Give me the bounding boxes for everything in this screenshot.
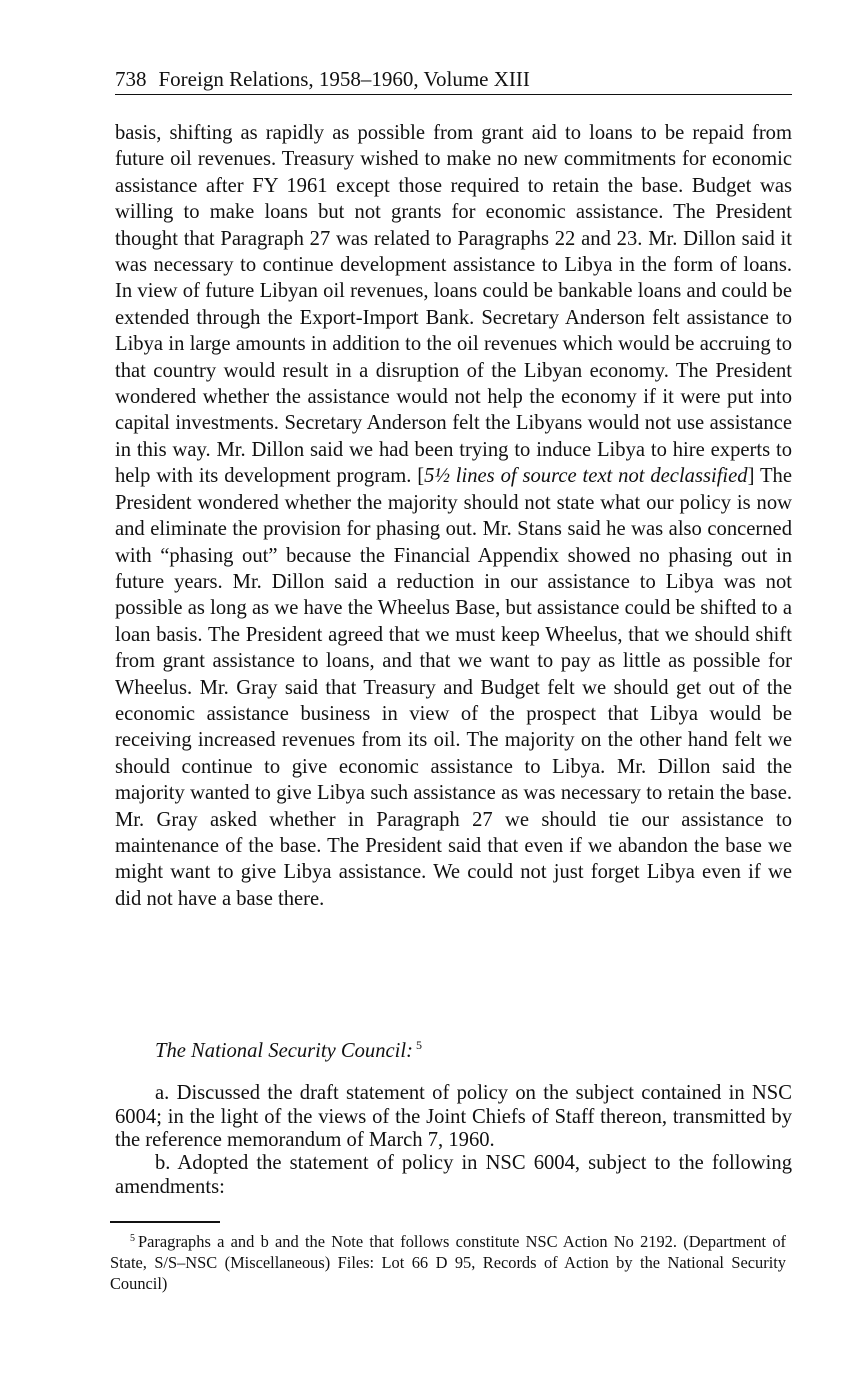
footnote-rule bbox=[110, 1221, 220, 1223]
page-number: 738 bbox=[115, 67, 147, 91]
footnote bbox=[110, 1231, 786, 1294]
nsc-heading bbox=[155, 1038, 422, 1064]
header-rule bbox=[115, 94, 792, 95]
running-title: Foreign Relations, 1958–1960, Volume XIII bbox=[158, 67, 530, 91]
action-a: a. Discussed the draft statement of policy on the subject contained in NSC 6004; in the light of the views of the Joint Chiefs of Staff thereon, transmitted by the reference memorandum of March 7, 1960. bbox=[115, 1082, 792, 1151]
running-header bbox=[115, 66, 792, 92]
footnote-reference: 5 bbox=[415, 1038, 422, 1052]
footnote-text: Paragraphs a and b and the Note that follows constitute NSC Action No 2192. (Department of State, S/S–NSC (Miscellaneous) Files: Lot 66 D 95, Records of Action by the National Security Council) bbox=[110, 1232, 786, 1293]
nsc-heading-text: The National Security Council: bbox=[155, 1040, 413, 1062]
editorial-note: 5½ lines of source text not declassified bbox=[424, 465, 748, 488]
body-paragraph bbox=[115, 120, 792, 912]
footnote-number: 5 bbox=[130, 1233, 135, 1244]
body-text-part2: ] The President wondered whether the majority should not state what our policy is now and eliminate the provision for phasing out. Mr. Stans said he was also concerned with “phasing out” because the Financial Appendix showed no phasing out in future years. Mr. Dillon said a reduction in our assistance to Libya was not possible as long as we have the Wheelus Base, but assistance could be shifted to a loan basis. The President agreed that we must keep Wheelus, that we should shift from grant assistance to loans, and that we want to pay as little as possible for Wheelus. Mr. Gray said that Treasury and Budget felt we should get out of the economic assistance business in view of the prospect that Libya would be receiving increased revenues from its oil. The majority on the other hand felt we should continue to give economic assistance to Libya. Mr. Dillon said the majority wanted to give Libya such assistance as was necessary to retain the base. Mr. Gray asked whether in Paragraph 27 we should tie our assistance to maintenance of the base. The President said that even if we abandon the base we might want to give Libya assistance. We could not just forget Libya even if we did not have a base there. bbox=[115, 465, 792, 910]
action-b: b. Adopted the statement of policy in NSC 6004, subject to the following amendments: bbox=[115, 1152, 792, 1198]
body-text-part1: basis, shifting as rapidly as possible from grant aid to loans to be repaid from future oil revenues. Treasury wished to make no new commitments for economic assistance after FY 1961 except those required to retain the base. Budget was willing to make loans but not grants for economic assistance. The President thought that Paragraph 27 was related to Paragraphs 22 and 23. Mr. Dillon said it was necessary to continue development assistance to Libya in the form of loans. In view of future Libyan oil revenues, loans could be bankable loans and could be extended through the Export-Import Bank. Secretary Anderson felt assistance to Libya in large amounts in addition to the oil revenues which would be accruing to that country would result in a disruption of the Libyan economy. The President wondered whether the assistance would not help the economy if it were put into capital investments. Secretary Anderson felt the Libyans would not use assistance in this way. Mr. Dillon said we had been trying to induce Libya to hire experts to help with its development program. [ bbox=[115, 122, 792, 488]
